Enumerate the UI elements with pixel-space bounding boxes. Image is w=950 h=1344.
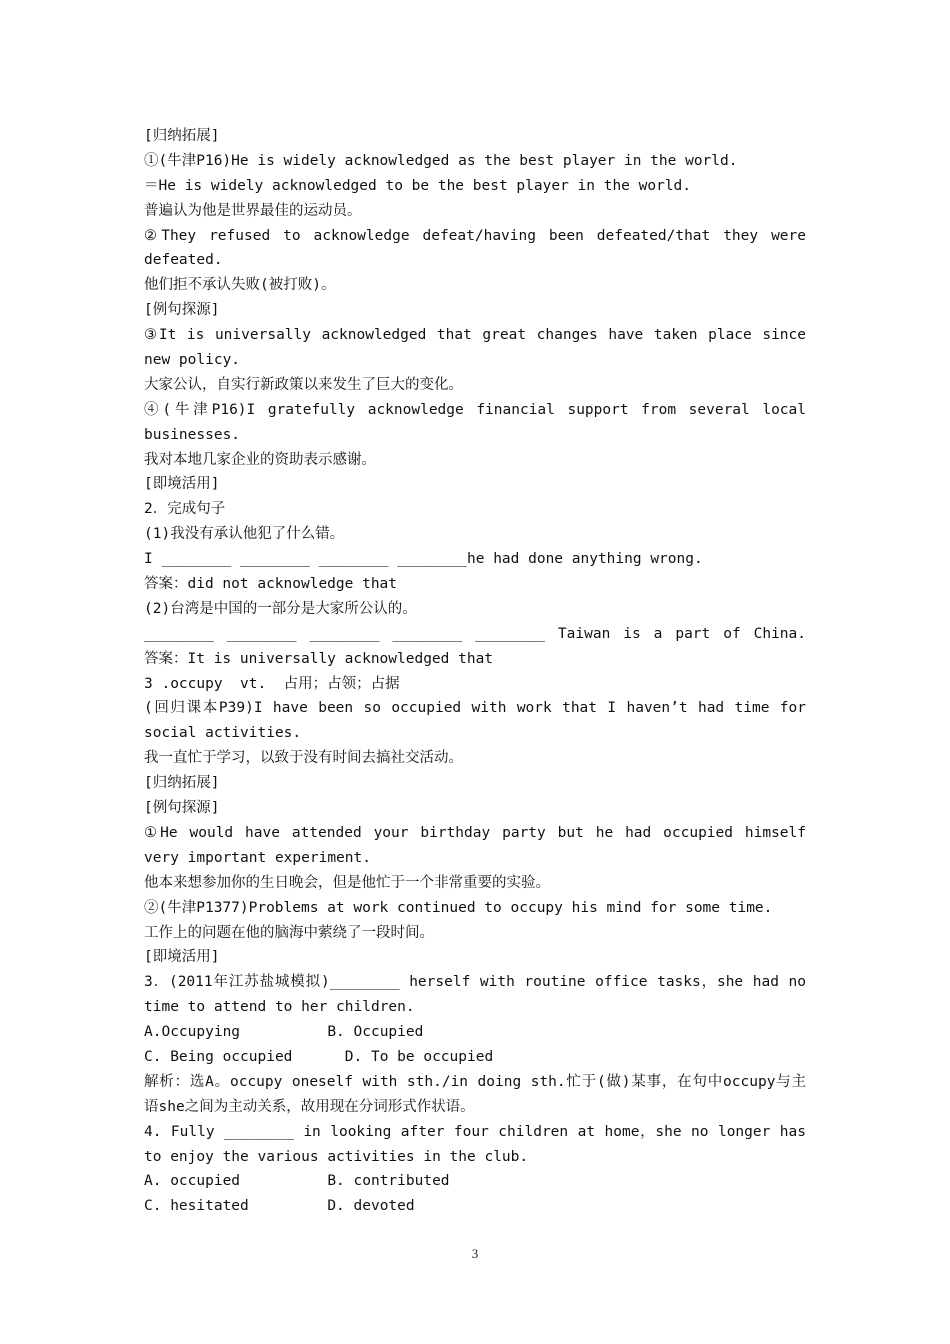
example-sentence: ②They refused to acknowledge defeat/having been defeated/that they were bbox=[144, 227, 806, 244]
section-heading: [例句探源] bbox=[144, 800, 220, 817]
exercise-prompt: (1)我没有承认他犯了什么错。 bbox=[144, 526, 345, 543]
example-sentence: (回归课本P39)I have been so occupied with work that I haven’t had time for bbox=[144, 700, 806, 717]
exercise-prompt: (2)台湾是中国的一部分是大家所公认的。 bbox=[144, 600, 417, 617]
example-sentence: ③It is universally acknowledged that great changes have taken place since bbox=[144, 327, 806, 344]
example-sentence: new policy. bbox=[144, 352, 241, 369]
section-heading: [即境活用] bbox=[144, 476, 220, 493]
translation: 大家公认，自实行新政策以来发生了巨大的变化。 bbox=[144, 376, 463, 393]
translation: 普遍认为他是世界最佳的运动员。 bbox=[144, 202, 362, 219]
answer-options: A.Occupying B. Occupied bbox=[144, 1024, 424, 1041]
translation: 他本来想参加你的生日晚会，但是他忙于一个非常重要的实验。 bbox=[144, 874, 550, 891]
example-sentence: very important experiment. bbox=[144, 849, 371, 866]
translation: 我对本地几家企业的资助表示感谢。 bbox=[144, 451, 376, 468]
question-stem: to enjoy the various activities in the club. bbox=[144, 1148, 529, 1165]
explanation-text: 语she之间为主动关系，故用现在分词形式作状语。 bbox=[144, 1098, 475, 1115]
section-heading: [归纳拓展] bbox=[144, 128, 220, 144]
answer-text: 答案：did not acknowledge that bbox=[144, 576, 398, 593]
example-sentence: businesses. bbox=[144, 426, 241, 443]
example-sentence: ＝He is widely acknowledged to be the best player in the world. bbox=[144, 177, 692, 194]
section-heading: [例句探源] bbox=[144, 302, 220, 319]
document-body bbox=[144, 124, 806, 1219]
vocabulary-entry: 3 .occupy vt. 占用；占领；占据 bbox=[144, 675, 400, 692]
question-stem: time to attend to her children. bbox=[144, 999, 415, 1016]
question-stem: 3．(2011年江苏盐城模拟)________ herself with routine office tasks，she had no bbox=[144, 974, 806, 991]
explanation-text: 解析：选A。occupy oneself with sth./in doing sth.忙于(做)某事，在句中occupy与主 bbox=[144, 1073, 806, 1090]
translation: 我一直忙于学习，以致于没有时间去搞社交活动。 bbox=[144, 750, 463, 767]
example-sentence: defeated. bbox=[144, 252, 223, 269]
example-sentence: ①He would have attended your birthday party but he had occupied himself bbox=[144, 824, 806, 841]
exercise-title: 2．完成句子 bbox=[144, 501, 226, 518]
page-number: 3 bbox=[471, 1246, 479, 1261]
section-heading: [归纳拓展] bbox=[144, 775, 220, 792]
answer-text: 答案：It is universally acknowledged that bbox=[144, 650, 494, 667]
translation: 工作上的问题在他的脑海中萦绕了一段时间。 bbox=[144, 924, 434, 941]
example-sentence: social activities. bbox=[144, 725, 302, 742]
translation: 他们拒不承认失败(被打败)。 bbox=[144, 277, 336, 294]
example-sentence: ②(牛津P1377)Problems at work continued to occupy his mind for some time. bbox=[144, 899, 773, 916]
answer-options: C. hesitated D. devoted bbox=[144, 1198, 415, 1215]
example-sentence: ④(牛津P16)I gratefully acknowledge financial support from several local bbox=[144, 401, 806, 418]
question-stem: 4. Fully ________ in looking after four children at home，she no longer has bbox=[144, 1123, 806, 1140]
fill-in-blank: I ________ ________ ________ ________he had done anything wrong. bbox=[144, 551, 703, 568]
example-sentence: ①(牛津P16)He is widely acknowledged as the best player in the world. bbox=[144, 152, 738, 169]
fill-in-blank: ________ ________ ________ ________ ________ Taiwan is a part of China. bbox=[144, 625, 806, 642]
section-heading: [即境活用] bbox=[144, 949, 220, 966]
answer-options: C. Being occupied D. To be occupied bbox=[144, 1048, 494, 1065]
answer-options: A. occupied B. contributed bbox=[144, 1173, 450, 1190]
